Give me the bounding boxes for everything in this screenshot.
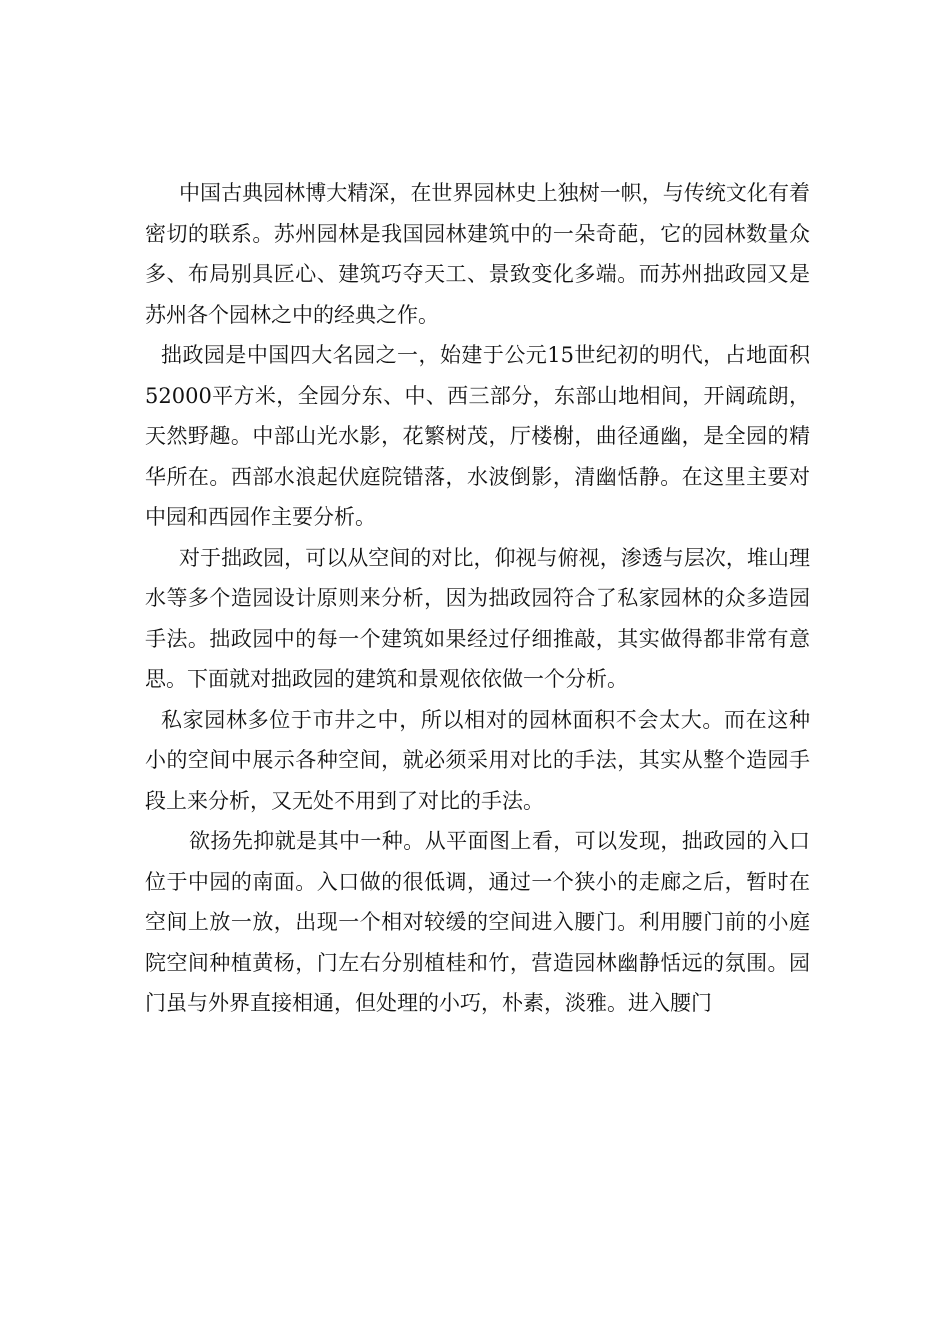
paragraph-entrance: 欲扬先抑就是其中一种。从平面图上看，可以发现，拙政园的入口位于中园的南面。入口做的很低调，通过一个狭小的走廊之后，暂时在空间上放一放，出现一个相对较缓的空间进入腰门。利用腰门前的小庭院空间种植黄杨，门左右分别植桂和竹，营造园林幽静恬远的氛围。园门虽与外界直接相通，但处理的小巧，朴素，淡雅。进入腰门	[145, 829, 810, 1015]
paragraph-spatial-contrast: 私家园林多位于市井之中，所以相对的园林面积不会太大。而在这种小的空间中展示各种空间，就必须采用对比的手法，其实从整个造园手段上来分析，又无处不用到了对比的手法。	[145, 707, 810, 813]
document-body	[145, 173, 810, 1024]
paragraph-overview: 拙政园是中国四大名园之一，始建于公元15世纪初的明代，占地面积52000平方米，全园分东、中、西三部分，东部山地相间，开阔疏朗，天然野趣。中部山光水影，花繁树茂，厅楼榭，曲径通幽，是全园的精华所在。西部水浪起伏庭院错落，水波倒影，清幽恬静。在这里主要对中园和西园作主要分析。	[145, 343, 810, 529]
paragraph-intro: 中国古典园林博大精深，在世界园林史上独树一帜，与传统文化有着密切的联系。苏州园林是我国园林建筑中的一朵奇葩，它的园林数量众多、布局别具匠心、建筑巧夺天工、景致变化多端。而苏州拙政园又是苏州各个园林之中的经典之作。	[145, 181, 810, 327]
paragraph-design-principles: 对于拙政园，可以从空间的对比，仰视与俯视，渗透与层次，堆山理水等多个造园设计原则来分析，因为拙政园符合了私家园林的众多造园手法。拙政园中的每一个建筑如果经过仔细推敲，其实做得都非常有意思。下面就对拙政园的建筑和景观依依做一个分析。	[145, 545, 810, 691]
